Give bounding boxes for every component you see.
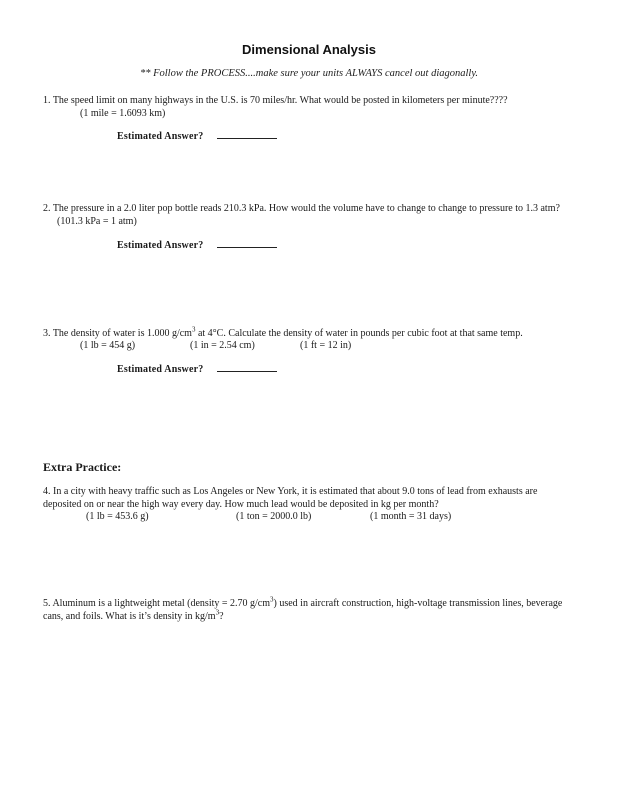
conversion-factor: (1 ton = 2000.0 lb) — [236, 511, 312, 522]
question-text-c: ? — [219, 611, 224, 622]
question-number: 2. — [43, 203, 51, 214]
question-text: In a city with heavy traffic such as Los Angeles or New York, it is estimated that about 9.0 tons of lead from exhausts are deposited on or near the high way every day. How much lead would be deposited in kg per month? — [43, 486, 538, 510]
conversion-factor: (1 lb = 454 g) — [80, 340, 136, 351]
question-text: The pressure in a 2.0 liter pop bottle reads 210.3 kPa. How would the volume have to change to change to pressure to 1.3 atm? — [52, 203, 560, 214]
question-text-b: ) used in aircraft construction, high-voltage transmission lines, beverage cans, and foils. What is it’s density in kg/m — [43, 598, 563, 622]
estimated-answer-2 — [117, 239, 277, 251]
question-text: The speed limit on many highways in the U.S. is 70 miles/hr. What would be posted in kilometers per minute???? — [52, 95, 508, 106]
answer-blank[interactable] — [217, 239, 277, 248]
extra-practice-heading: Extra Practice: — [43, 460, 122, 474]
estimated-answer-1 — [117, 130, 277, 142]
question-2 — [43, 202, 573, 228]
question-number: 3. — [43, 328, 51, 339]
answer-blank[interactable] — [217, 363, 277, 372]
conversion-factor: (1 lb = 453.6 g) — [86, 511, 149, 522]
estimated-answer-label: Estimated Answer? — [117, 240, 204, 251]
question-4 — [43, 485, 573, 511]
question-number: 5. — [43, 598, 51, 609]
superscript: 3 — [215, 608, 220, 617]
estimated-answer-3 — [117, 363, 277, 375]
superscript: 3 — [270, 595, 274, 604]
conversion-factor: (1 in = 2.54 cm) — [190, 340, 255, 351]
question-text-a: The density of water is 1.000 g/cm — [52, 328, 192, 339]
conversion-factor: (101.3 kPa = 1 atm) — [57, 216, 137, 227]
instructions-subtitle: ** Follow the PROCESS....make sure your units ALWAYS cancel out diagonally. — [139, 68, 479, 79]
question-text-a: Aluminum is a lightweight metal (density = 2.70 g/cm — [52, 598, 271, 609]
question-text-b: at 4°C. Calculate the density of water in pounds per cubic foot at that same temp. — [195, 328, 523, 339]
superscript: 3 — [191, 325, 196, 334]
question-1 — [43, 94, 573, 107]
question-number: 1. — [43, 95, 51, 106]
estimated-answer-label: Estimated Answer? — [117, 364, 204, 375]
question-5 — [43, 597, 573, 623]
conversion-factor: (1 ft = 12 in) — [300, 340, 352, 351]
estimated-answer-label: Estimated Answer? — [117, 131, 204, 142]
question-number: 4. — [43, 486, 51, 497]
answer-blank[interactable] — [217, 130, 277, 139]
page-title: Dimensional Analysis — [242, 42, 376, 57]
conversion-factor: (1 month = 31 days) — [370, 511, 452, 522]
conversion-factor: (1 mile = 1.6093 km) — [80, 108, 166, 119]
